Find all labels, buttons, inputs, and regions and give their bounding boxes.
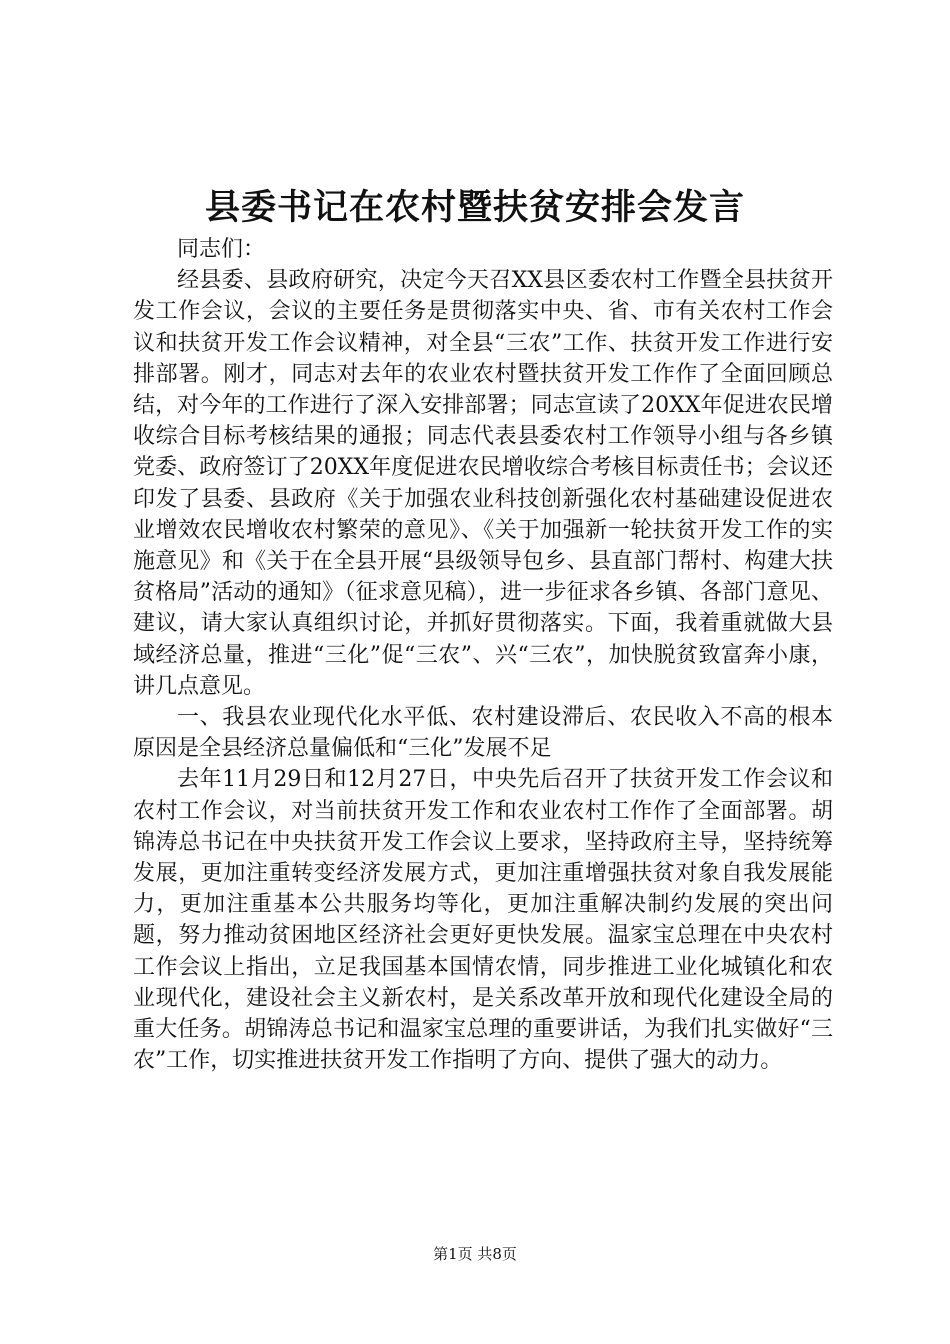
page-number-footer: 第1页 共8页 xyxy=(433,1245,517,1263)
document-body xyxy=(133,234,833,1076)
body-paragraph: 经县委、县政府研究，决定今天召XX县区委农村工作暨全县扶贫开发工作会议，会议的主要任务是贯彻落实中央、省、市有关农村工作会议和扶贫开发工作会议精神，对全县“三农”工作、扶贫开发工作进行安排部署。刚才，同志对去年的农业农村暨扶贫开发工作作了全面回顾总结，对今年的工作进行了深入安排部署；同志宣读了20XX年促进农民增收综合目标考核结果的通报；同志代表县委农村工作领导小组与各乡镇党委、政府签订了20XX年度促进农民增收综合考核目标责任书；会议还印发了县委、县政府《关于加强农业科技创新强化农村基础建设促进农业增效农民增收农村繁荣的意见》、《关于加强新一轮扶贫开发工作的实施意见》和《关于在全县开展“县级领导包乡、县直部门帮村、构建大扶贫格局”活动的通知》（征求意见稿），进一步征求各乡镇、各部门意见、建议，请大家认真组织讨论，并抓好贯彻落实。下面，我着重就做大县域经济总量，推进“三化”促“三农”、兴“三农”，加快脱贫致富奔小康，讲几点意见。 xyxy=(133,268,833,699)
section-heading-paragraph: 一、我县农业现代化水平低、农村建设滞后、农民收入不高的根本原因是全县经济总量偏低和“三化”发展不足 xyxy=(133,705,833,762)
body-paragraph: 去年11月29日和12月27日，中央先后召开了扶贫开发工作会议和农村工作会议，对当前扶贫开发工作和农业农村工作作了全面部署。胡锦涛总书记在中央扶贫开发工作会议上要求，坚持政府主导，坚持统筹发展，更加注重转变经济发展方式，更加注重增强扶贫对象自我发展能力，更加注重基本公共服务均等化，更加注重解决制约发展的突出问题，努力推动贫困地区经济社会更好更快发展。温家宝总理在中央农村工作会议上指出，立足我国基本国情农情，同步推进工业化城镇化和农业现代化，建设社会主义新农村，是关系改革开放和现代化建设全局的重大任务。胡锦涛总书记和温家宝总理的重要讲话，为我们扎实做好“三农”工作，切实推进扶贫开发工作指明了方向、提供了强大的动力。 xyxy=(133,767,833,1074)
salutation-paragraph: 同志们： xyxy=(177,237,266,262)
document-title: 县委书记在农村暨扶贫安排会发言 xyxy=(204,187,745,228)
